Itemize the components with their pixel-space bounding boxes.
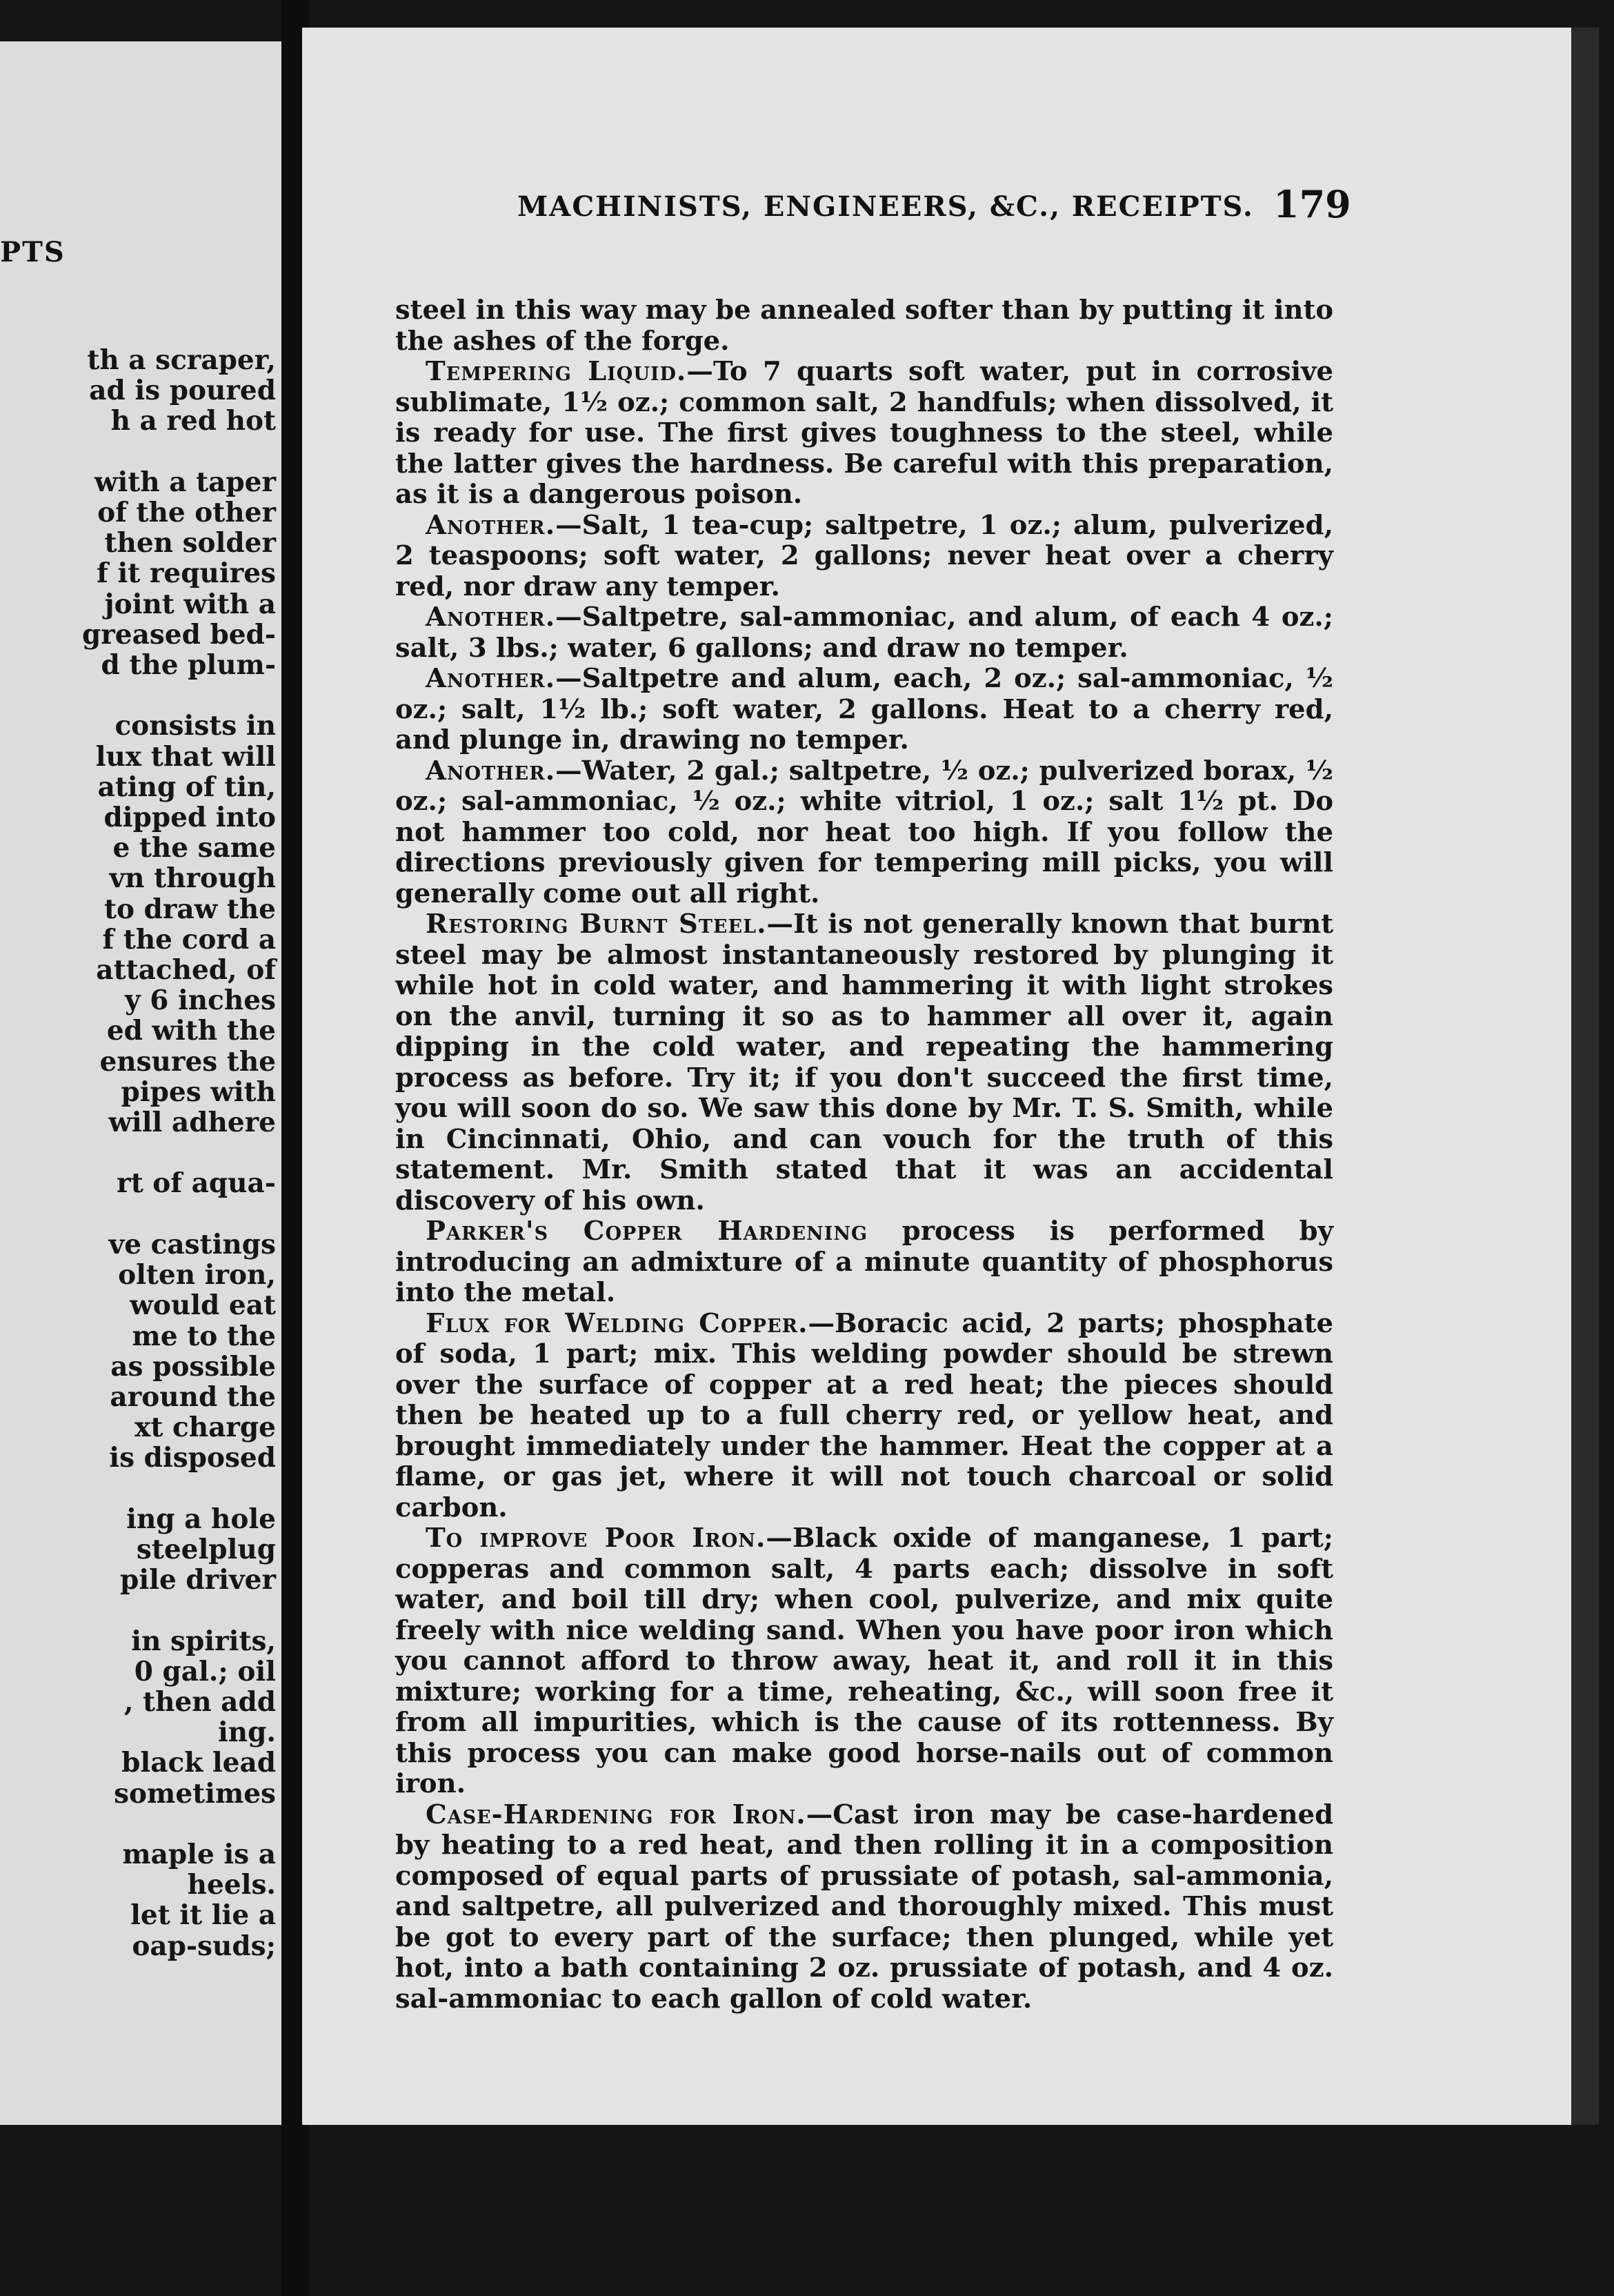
left-line-fragment: around the	[110, 1380, 276, 1413]
left-line-fragment	[0, 437, 276, 467]
left-line-fragment: ing.	[217, 1716, 276, 1749]
paragraph-text: —Cast iron may be case-hardened by heating to a red heat, and then rolling it in a composition composed of equal parts of prussiate of potash, sal-ammonia, and saltpetre, all pulverized and thoroughly mixed. This must be got to every part of the surface; then plunged, while yet hot, into a bath containing 2 oz. prussiate of potash, and 4 oz. sal-ammoniac to each gallon of cold water.	[395, 1799, 1334, 2015]
paragraph-text: —To 7 quarts soft water, put in corrosive sublimate, 1½ oz.; common salt, 2 handfuls; when dissolved, it is ready for use. The first gives toughness to the steel, while the latter gives the hardness. Be careful with this preparation, as it is a dangerous poison.	[395, 356, 1333, 510]
left-line-fragment: pile driver	[120, 1564, 276, 1596]
left-line-fragment: xt charge	[134, 1412, 276, 1444]
paragraph-text: —Saltpetre and alum, each, 2 oz.; sal-ammoniac, ½ oz.; salt, 1½ lb.; soft water, 2 gallons. Heat to a cherry red, and plunge in, drawing no temper.	[395, 663, 1333, 755]
left-line-fragment: ed with the	[106, 1015, 276, 1047]
left-line-fragment: rt of aqua-	[117, 1167, 276, 1200]
left-line-fragment: ating of tin,	[97, 771, 276, 803]
left-line-fragment: is disposed	[109, 1442, 276, 1474]
paragraph-text: —Salt, 1 tea-cup; saltpetre, 1 oz.; alum, pulverized, 2 teaspoons; soft water, 2 gallons; never heat over a cherry red, nor draw any temper.	[395, 509, 1333, 602]
paragraph-text: —Boracic acid, 2 parts; phosphate of soda, 1 part; mix. This welding powder should be strewn over the surface of copper at a red heat; the pieces should then be heated up to a full cherry red, or yellow heat, and brought immediately under the hammer. Heat the copper at a flame, or gas jet, where it will not touch charcoal or solid carbon.	[395, 1307, 1333, 1523]
left-line-fragment: to draw the	[103, 893, 276, 925]
paragraph	[395, 756, 1333, 910]
paragraph-heading: Case-Hardening for Iron.	[426, 1799, 806, 1830]
left-line-fragment: then solder	[104, 527, 276, 560]
left-line-fragment: h a red hot	[110, 405, 276, 437]
left-line-fragment: ing a hole	[126, 1503, 276, 1535]
left-line-fragment: ensures the	[99, 1045, 276, 1078]
left-page-header: PTS	[0, 236, 66, 268]
left-line-fragment: greased bed-	[81, 618, 276, 651]
left-line-fragment: y 6 inches	[125, 984, 276, 1017]
paragraph-text: process is performed by introducing an admixture of a minute quantity of phosphorus into the metal.	[395, 1216, 1333, 1308]
left-line-fragment	[0, 1595, 276, 1625]
paragraph-heading: Another.	[426, 755, 556, 786]
left-line-fragment: me to the	[132, 1320, 276, 1352]
page-number: 179	[1273, 182, 1351, 226]
paragraph	[395, 295, 1333, 357]
left-line-fragment: sometimes	[114, 1777, 276, 1810]
page-edge	[1571, 28, 1599, 2125]
left-line-fragment: in spirits,	[131, 1625, 276, 1657]
left-line-fragment: 0 gal.; oil	[134, 1655, 276, 1688]
paragraph-heading: Another.	[426, 663, 556, 694]
left-line-fragment	[0, 1809, 276, 1839]
paragraph-heading: Flux for Welding Copper.	[426, 1307, 808, 1339]
left-line-fragment: vn through	[109, 862, 276, 895]
left-line-fragment: ve castings	[108, 1228, 276, 1260]
page-body	[395, 295, 1333, 2015]
left-line-fragment: with a taper	[94, 466, 276, 498]
paragraph	[395, 1523, 1333, 1800]
paragraph-heading: To improve Poor Iron.	[426, 1523, 766, 1554]
paragraph	[395, 1216, 1333, 1309]
left-line-fragment: consists in	[114, 710, 276, 742]
left-line-fragment: as possible	[110, 1350, 276, 1383]
left-line-fragment: attached, of	[96, 954, 276, 987]
left-line-fragment: heels.	[187, 1869, 276, 1901]
paragraph	[395, 602, 1333, 664]
paragraph-text: —Saltpetre, sal-ammoniac, and alum, of each 4 oz.; salt, 3 lbs.; water, 6 gallons; and draw no temper.	[395, 602, 1333, 664]
paragraph	[395, 511, 1333, 603]
paragraph-heading: Parker's Copper Hardening	[426, 1216, 868, 1247]
left-line-fragment: f the cord a	[102, 923, 276, 956]
paragraph	[395, 1800, 1333, 2015]
paragraph-text: —Black oxide of manganese, 1 part; copperas and common salt, 4 parts each; dissolve in soft water, and boil till dry; when cool, pulverize, and mix quite freely with nice welding sand. When you have poor iron which you cannot afford to throw away, heat it, and roll it in this mixture; working for a time, reheating, &c., will soon free it from all impurities, which is the cause of its rottenness. By this process you can make good horse-nails out of common iron.	[395, 1523, 1333, 1799]
paragraph-heading: Tempering Liquid.	[426, 356, 687, 387]
paragraph	[395, 357, 1333, 511]
left-facing-page	[0, 41, 281, 2125]
paragraph	[395, 1309, 1333, 1524]
paragraph-text: —Water, 2 gal.; saltpetre, ½ oz.; pulverized borax, ½ oz.; sal-ammoniac, ½ oz.; white vitriol, 1 oz.; salt 1½ pt. Do not hammer too cold, nor heat too high. If you follow the directions previously given for tempering mill picks, you will generally come out all right.	[395, 755, 1333, 909]
left-line-fragment: black lead	[121, 1747, 276, 1779]
left-line-fragment: dipped into	[103, 802, 276, 834]
left-line-fragment: d the plum-	[101, 649, 276, 682]
left-line-fragment: will adhere	[108, 1107, 276, 1139]
paragraph-heading: Another.	[426, 509, 556, 541]
left-line-fragment: would eat	[130, 1289, 276, 1322]
paragraph-heading: Restoring Burnt Steel.	[426, 909, 767, 940]
left-line-fragment: pipes with	[121, 1076, 276, 1108]
left-line-fragment: ad is poured	[89, 375, 276, 407]
left-line-fragment	[0, 680, 276, 711]
left-line-fragment: th a scraper,	[87, 344, 276, 376]
paragraph	[395, 909, 1333, 1216]
left-page-text	[0, 345, 276, 1961]
left-line-fragment: steelplug	[136, 1533, 276, 1565]
left-line-fragment: olten iron,	[118, 1259, 276, 1292]
running-header: MACHINISTS, ENGINEERS, &C., RECEIPTS.	[517, 190, 1254, 223]
paragraph-text: —It is not generally known that burnt steel may be almost instantaneously restored by plunging it while hot in cold water, and hammering it with light strokes on the anvil, turning it so as to hammer all over it, again dipping in the cold water, and repeating the hammering process as before. Try it; if you don't succeed the first time, you will soon do so. We saw this done by Mr. T. S. Smith, while in Cincinnati, Ohio, and can vouch for the truth of this statement. Mr. Smith stated that it was an accidental discovery of his own.	[395, 909, 1333, 1216]
left-line-fragment: f it requires	[97, 557, 276, 590]
paragraph	[395, 664, 1333, 756]
left-line-fragment: e the same	[112, 832, 276, 864]
left-line-fragment: joint with a	[104, 588, 276, 620]
left-line-fragment: , then add	[123, 1685, 276, 1718]
left-line-fragment	[0, 1474, 276, 1504]
left-line-fragment: oap-suds;	[132, 1930, 276, 1962]
left-line-fragment	[0, 1138, 276, 1168]
left-line-fragment: lux that will	[95, 740, 276, 773]
left-line-fragment	[0, 1199, 276, 1229]
left-line-fragment: maple is a	[122, 1838, 276, 1870]
paragraph-heading: Another.	[426, 602, 556, 633]
left-line-fragment: of the other	[97, 497, 276, 529]
left-line-fragment: let it lie a	[130, 1899, 276, 1932]
paragraph-text: steel in this way may be annealed softer than by putting it into the ashes of the forge.	[395, 295, 1333, 357]
